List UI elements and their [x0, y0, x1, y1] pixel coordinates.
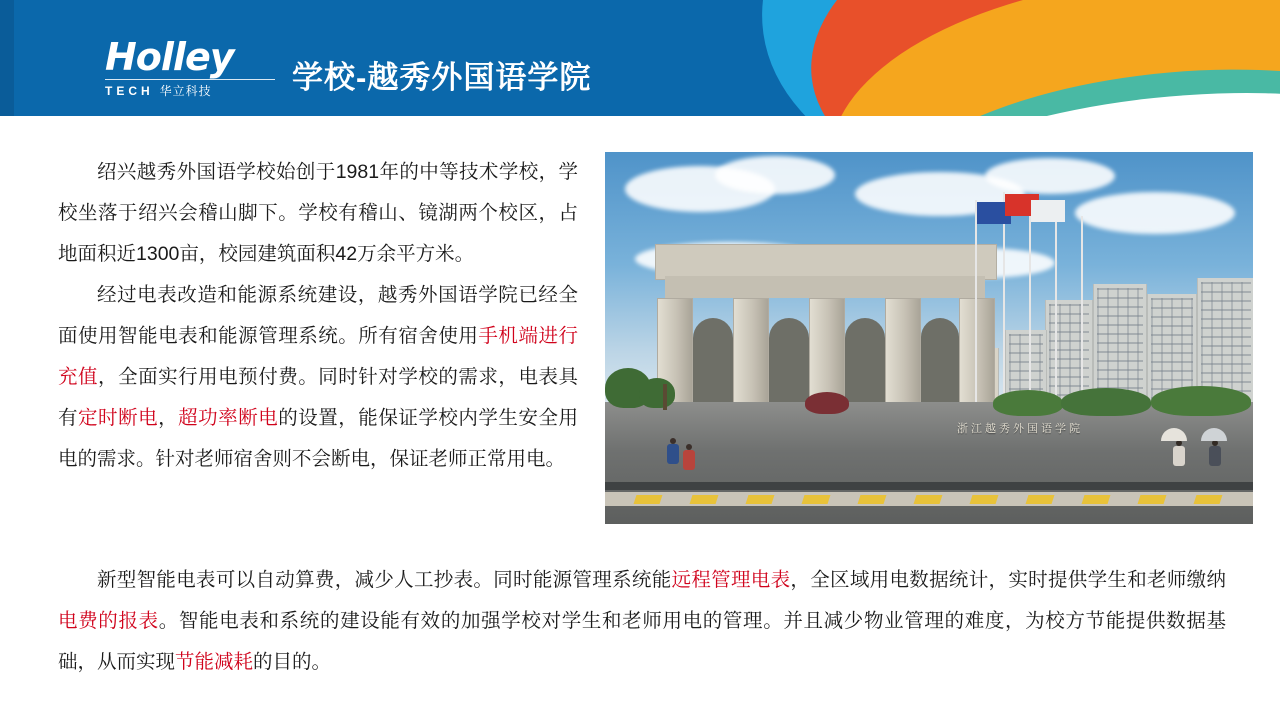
gate-name-text: 浙江越秀外国语学院	[957, 423, 1083, 435]
flag-pole	[1029, 198, 1031, 416]
photo-illustration	[605, 152, 1253, 524]
gate-cornice-lower	[665, 276, 985, 298]
road-marking	[1026, 495, 1055, 504]
gate-cornice	[655, 244, 997, 280]
logo-wordmark: Holley	[105, 35, 234, 79]
person-body	[667, 444, 679, 464]
paragraph-2	[58, 275, 578, 480]
flag-pole	[975, 200, 977, 416]
paragraph-3	[58, 560, 1226, 683]
road-marking	[746, 495, 775, 504]
road-marking	[1082, 495, 1111, 504]
person-body	[683, 450, 695, 470]
cloud	[715, 156, 835, 194]
p2-highlight-3: 超功率断电	[178, 407, 279, 429]
paragraph-1: 绍兴越秀外国语学校始创于1981年的中等技术学校，学校坐落于绍兴会稽山脚下。学校有稽山、镜湖两个校区，占地面积近1300亩，校园建筑面积42万余平方米。	[58, 161, 578, 265]
page-title: 学校-越秀外国语学院	[292, 60, 592, 95]
hedge	[1061, 388, 1151, 416]
person-body	[1173, 446, 1185, 466]
slide-header	[0, 0, 1280, 116]
road-marking	[1138, 495, 1167, 504]
cloud	[985, 158, 1115, 194]
road-marking	[690, 495, 719, 504]
p3-highlight-2: 电费的报表	[58, 610, 159, 632]
flag-pole	[1081, 216, 1083, 416]
p2-highlight-1: 手机端进行充值	[58, 325, 578, 388]
p3-seg2: ，全区域用电数据统计，实时提供学生和老师缴纳	[790, 569, 1226, 591]
p2-seg4: 的设置，能保证学校内学生安全用电的需求。针对老师宿舍则不会断电，保证老师正常用电。	[58, 407, 578, 470]
flag	[1031, 200, 1065, 222]
campus-gate-photo	[605, 152, 1253, 524]
road-marking	[858, 495, 887, 504]
logo-subtitle	[105, 79, 275, 99]
body-text-bottom	[58, 560, 1226, 683]
person-body	[1209, 446, 1221, 466]
logo-tech-text: TECH	[105, 83, 154, 98]
p3-seg1: 新型智能电表可以自动算费，减少人工抄表。同时能源管理系统能	[97, 569, 672, 591]
road-marking	[634, 495, 663, 504]
tree-trunk	[663, 384, 667, 410]
company-logo	[105, 35, 275, 98]
body-text-left	[58, 152, 578, 480]
hedge	[993, 390, 1063, 416]
road-marking	[970, 495, 999, 504]
flag-pole	[1055, 208, 1057, 416]
shrub	[639, 378, 675, 408]
p2-seg2: ，全面实行用电预付费。同时针对学校的需求，电表具有	[58, 366, 578, 429]
p3-seg3: 。智能电表和系统的建设能有效的加强学校对学生和老师用电的管理。并且减少物业管理的难度，为校方节能提供数据基础，从而实现	[58, 610, 1226, 673]
hedge	[1151, 386, 1251, 416]
p3-highlight-1: 远程管理电表	[671, 569, 791, 591]
p2-highlight-2: 定时断电	[78, 407, 159, 429]
header-left-edge	[0, 0, 14, 116]
flag-pole	[1003, 192, 1005, 416]
p2-seg1: 经过电表改造和能源系统建设，越秀外国语学院已经全面使用智能电表和能源管理系统。所有宿舍使用	[58, 284, 578, 347]
p3-seg4: 的目的。	[253, 651, 332, 673]
flower-bed	[805, 392, 849, 414]
logo-chinese-text: 华立科技	[159, 84, 212, 98]
p2-seg3: ，	[158, 407, 179, 429]
road-marking	[802, 495, 831, 504]
road-shadow-strip	[605, 482, 1253, 490]
p3-highlight-3: 节能减耗	[175, 651, 254, 673]
cloud	[1075, 192, 1235, 234]
road-marking	[914, 495, 943, 504]
road-marking	[1194, 495, 1223, 504]
